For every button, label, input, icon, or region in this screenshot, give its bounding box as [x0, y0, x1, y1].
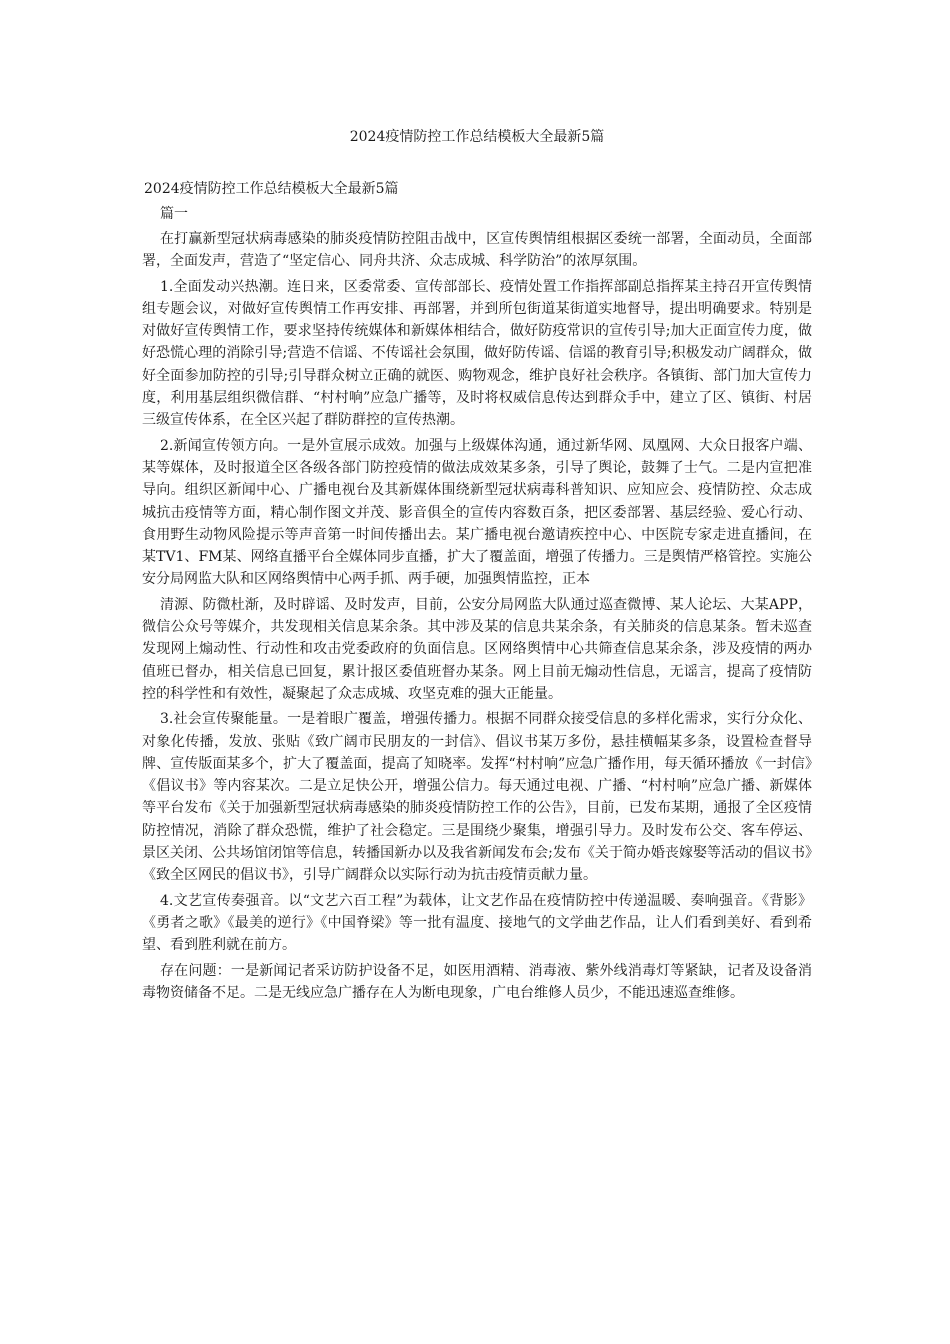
document-title: 2024疫情防控工作总结模板大全最新5篇 — [349, 129, 605, 145]
section-label: 篇一 — [160, 206, 188, 222]
paragraph-problems: 存在问题：一是新闻记者采访防护设备不足，如医用酒精、消毒液、紫外线消毒灯等紧缺，记者及设备消毒物资储备不足。二是无线应急广播存在人为断电现象，广电台维修人员少，不能迅速巡查维修。 — [142, 962, 812, 1001]
paragraph-item-2: 2.新闻宣传领方向。一是外宣展示成效。加强与上级媒体沟通，通过新华网、凤凰网、大众日报客户端、某等媒体，及时报道全区各级各部门防控疫情的做法成效某多条，引导了舆论，鼓舞了士气。二是内宣把准导向。组织区新闻中心、广播电视台及其新媒体围绕新型冠状病毒科普知识、应知应会、疫情防控、众志成城抗击疫情等方面，精心制作图文并茂、影音俱全的宣传内容数百条，把区委部署、基层经验、爱心行动、食用野生动物风险提示等声音第一时间传播出去。某广播电视台邀请疾控中心、中医院专家走进直播间，在某TV1、FM某、网络直播平台全媒体同步直播，扩大了覆盖面，增强了传播力。三是舆情严格管控。实施公安分局网监大队和区网络舆情中心两手抓、两手硬，加强舆情监控，正本 — [142, 437, 812, 588]
paragraph-intro: 在打赢新型冠状病毒感染的肺炎疫情防控阻击战中，区宣传舆情组根据区委统一部署，全面动员，全面部署，全面发声，营造了“坚定信心、同舟共济、众志成城、科学防治”的浓厚氛围。 — [142, 231, 812, 270]
paragraph-item-3: 3.社会宣传聚能量。一是着眼广覆盖，增强传播力。根据不同群众接受信息的多样化需求，实行分众化、对象化传播，发放、张贴《致广阔市民朋友的一封信》、倡议书某万多份，悬挂横幅某多条，设置检查督导牌、宣传版面某多个，扩大了覆盖面，提高了知晓率。发挥“村村响”应急广播作用，每天循环播放《一封信》《倡议书》等内容某次。二是立足快公开，增强公信力。每天通过电视、广播、“村村响”应急广播、新媒体等平台发布《关于加强新型冠状病毒感染的肺炎疫情防控工作的公告》，目前，已发布某期，通报了全区疫情防控情况，消除了群众恐慌，维护了社会稳定。三是围绕少聚集，增强引导力。及时发布公交、客车停运、景区关闭、公共场馆闭馆等信息，转播国新办以及我省新闻发布会;发布《关于简办婚丧嫁娶等活动的倡议书》《致全区网民的倡议书》，引导广阔群众以实际行动为抗击疫情贡献力量。 — [142, 711, 812, 884]
paragraph-item-1: 1.全面发动兴热潮。连日来，区委常委、宣传部部长、疫情处置工作指挥部副总指挥某主持召开宣传舆情组专题会议，对做好宣传舆情工作再安排、再部署，并到所包街道某街道实地督导，提出明确要求。特别是对做好宣传舆情工作，要求坚持传统媒体和新媒体相结合，做好防疫常识的宣传引导;加大正面宣传力度，做好恐慌心理的消除引导;营造不信谣、不传谣社会氛围，做好防传谣、信谣的教育引导;积极发动广阔群众，做好全面参加防控的引导;引导群众树立正确的就医、购物观念，维护良好社会秩序。各镇街、部门加大宣传力度，利用基层组织微信群、“村村响”应急广播等，及时将权威信息传达到群众手中，建立了区、镇街、村居三级宣传体系，在全区兴起了群防群控的宣传热潮。 — [142, 278, 812, 429]
paragraph-item-4: 4.文艺宣传奏强音。以“文艺六百工程”为载体，让文艺作品在疫情防控中传递温暖、奏响强音。《背影》《勇者之歌》《最美的逆行》《中国脊梁》等一批有温度、接地气的文学曲艺作品，让人们看到美好、看到希望、看到胜利就在前方。 — [142, 892, 812, 954]
paragraph-item-2-continued: 清源、防微杜渐，及时辟谣、及时发声，目前，公安分局网监大队通过巡查微博、某人论坛、大某APP，微信公众号等媒介，共发现相关信息某余条。其中涉及某的信息共某余条，有关肺炎的信息某条。暂未巡查发现网上煽动性、行动性和攻击党委政府的负面信息。区网络舆情中心共筛查信息某余条，涉及疫情的两办值班已督办，相关信息已回复，累计报区委值班督办某条。网上目前无煽动性信息，无谣言，提高了疫情防控的科学性和有效性，凝聚起了众志成城、攻坚克难的强大正能量。 — [142, 596, 812, 702]
document-body — [142, 228, 812, 1007]
document-subtitle: 2024疫情防控工作总结模板大全最新5篇 — [144, 181, 399, 197]
